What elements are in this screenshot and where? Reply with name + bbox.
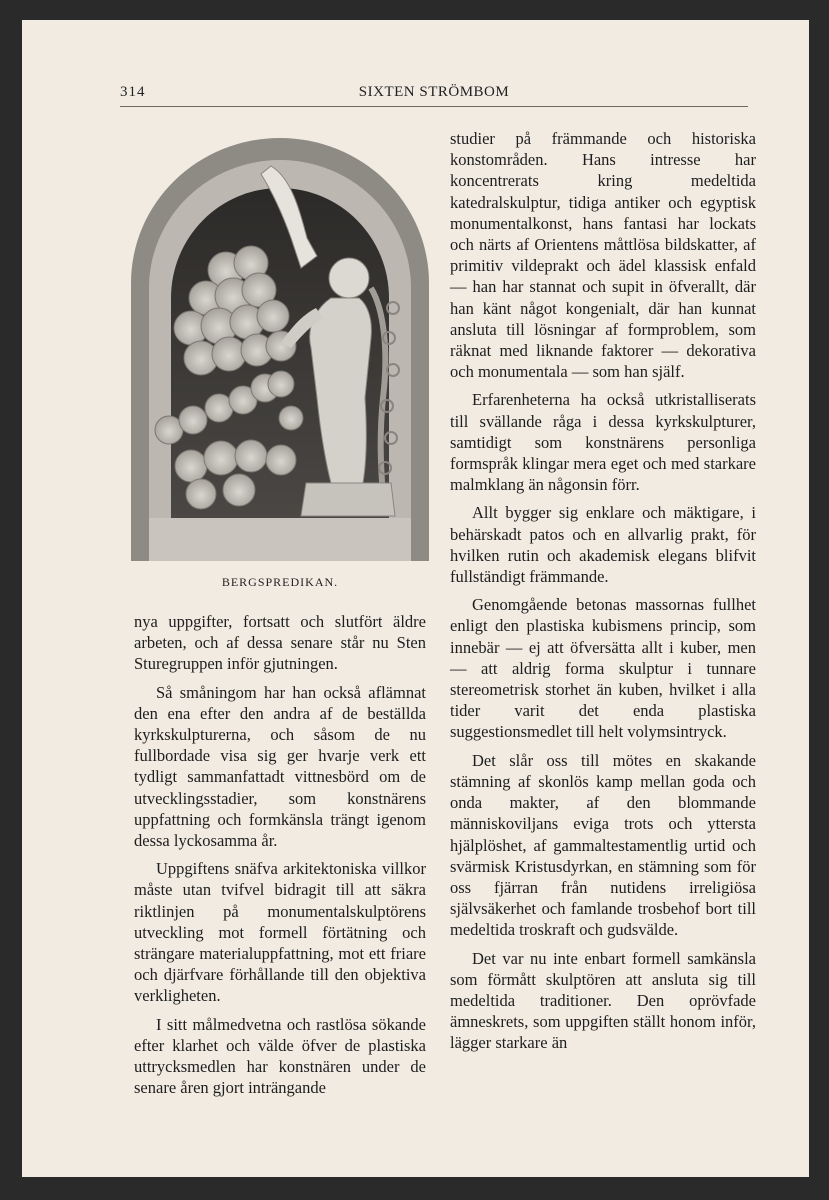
right-column (450, 128, 756, 1054)
running-title: SIXTEN STRÖMBOM (358, 84, 510, 100)
paragraph: Uppgiftens snäfva arkitektoniska villkor måste utan tvifvel bidragit till att säkra riktlinjen på monumentalskulptörens utveckling mot formell förtätning och strängare materialuppfattning, mot ett friare och djärfvare förhållande till den objektiva verkligheten. (134, 859, 426, 1006)
page-header (120, 84, 748, 107)
paragraph: Allt bygger sig enklare och mäktigare, i behärskadt patos och en allvarlig prakt, för hvilken rutin och akademisk elegans blifvit fullständigt främmande. (450, 503, 756, 587)
paragraph: I sitt målmedvetna och rastlösa sökande efter klarhet och välde öfver de plastiska uttrycksmedlen har konstnären under de senare åren gjort inträngande (134, 1014, 426, 1098)
paragraph: Genomgående betonas massornas fullhet enligt den plastiska kubismens princip, som innebär — ej att öfversätta allt i kuber, men — att aldrig forma skulptur i tunnare stereometrisk storhet än kuben, hvilket i alla tider varit det enda plastiska suggestionsmedlet till helt volymsintryck. (450, 595, 756, 742)
paragraph: studier på främmande och historiska konstområden. Hans intresse har koncentrerats kring medeltida katedralskulptur, tidiga antiker och egyptisk monumentalkonst, hans fantasi har lockats och närts af Orientens måttlösa bildskatter, af primitiv vildeprakt och ädel klassisk enfald — han har stannat och supit in öfverallt, där han känt något kongenialt, där han kunnat ansluta till lösningar af formproblem, som räknat med liknande faktorer — dekorativa och monumentala — som han själf. (450, 129, 756, 382)
paragraph: Det slår oss till mötes en skakande stämning af skonlös kamp mellan goda och onda makter, af den blommande människoviljans eviga trots och yttersta hjälplöshet, af gammaltestamentlig urtid och svärmisk Kristusdyrkan, en stämning som för oss fjärran från nutidens irreligiösa självsäkerhet och famlande trosbehof bort till medeltida troskraft och gudsvälde. (450, 750, 756, 940)
sculpture-photo (131, 138, 429, 561)
page-number: 314 (120, 84, 146, 100)
paragraph: Det var nu inte enbart formell samkänsla som förmått skulptören att ansluta sig till medeltida traditioner. Den oprövfade ämneskrets, som uppgiften ställt honom inför, lägger starkare än (450, 948, 756, 1053)
paragraph: Så småningom har han också aflämnat den ena efter den andra af de beställda kyrkskulpturerna, och såsom de nu fullbordade visa sig ger hvarje verk ett tydligt sammanfattadt vittnesbörd om de utvecklingsstadier, som konstnärens uppfattning och formkänsla trängt igenom dessa lyckosamma år. (134, 682, 426, 851)
left-column (134, 611, 426, 1098)
figure-caption: BERGSPREDIKAN. (221, 575, 339, 589)
paragraph: Erfarenheterna ha också utkristalliserats till svällande råga i dessa kyrkskulpturer, samtidigt som konstnärens personliga formspråk klingar mera eget och med starkare malmklang än någonsin förr. (450, 390, 756, 495)
paragraph: nya uppgifter, fortsatt och slutfört äldre arbeten, och af dessa senare står nu Sten Sturegruppen inför gjutningen. (134, 612, 426, 674)
